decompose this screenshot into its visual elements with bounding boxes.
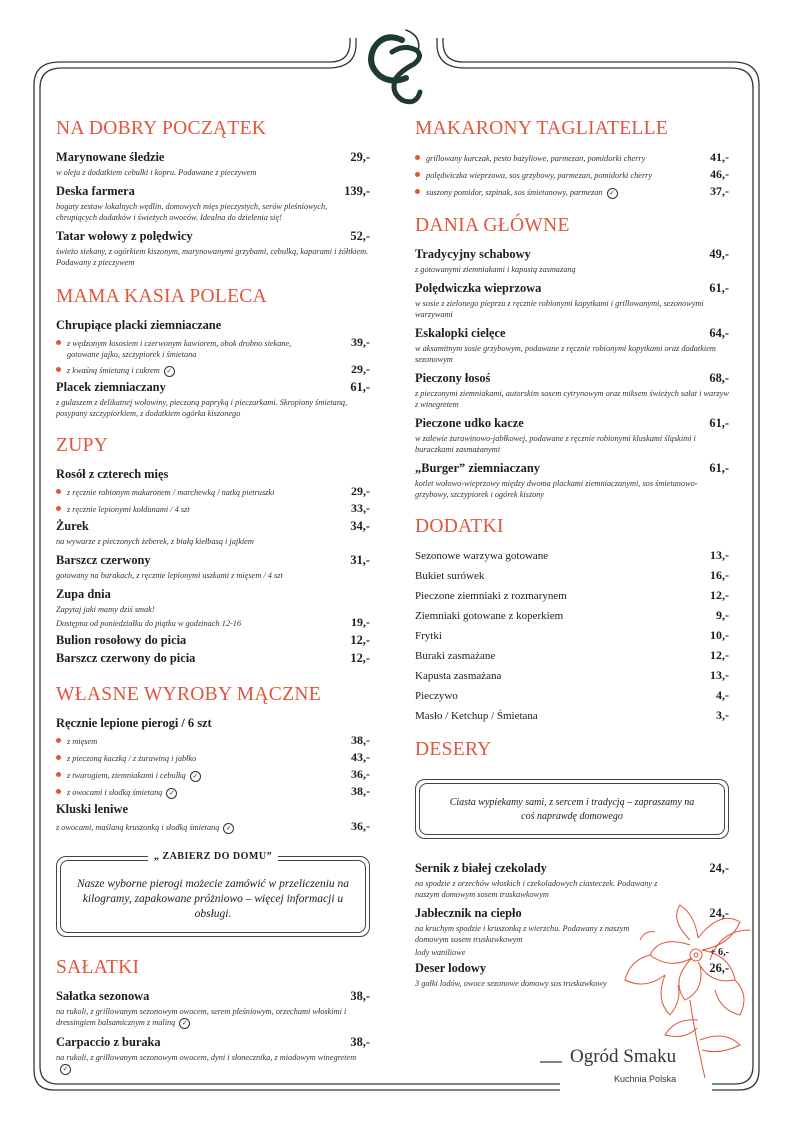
item-price: 12,- — [350, 651, 370, 665]
item-name: Tradycyjny schabowy — [415, 247, 531, 261]
left-column — [56, 118, 370, 1081]
notice-title: „ ZABIERZ DO DOMU” — [148, 849, 278, 864]
item-variant — [415, 150, 729, 165]
menu-item — [415, 961, 729, 989]
item-price: 24,- — [709, 906, 729, 920]
bullet-icon — [56, 489, 61, 494]
menu-item — [56, 802, 370, 834]
variant-text: suszony pomidor, szpinak, sos śmietanowy, parmezan — [426, 188, 603, 197]
variant-price: 29,- — [351, 362, 370, 376]
side-price: 10,- — [710, 628, 729, 642]
item-price: 61,- — [709, 416, 729, 430]
section-title-pasta: MAKARONY TAGLIATELLE — [415, 118, 669, 139]
variant-price: 39,- — [351, 335, 370, 349]
side-row — [415, 548, 729, 563]
item-variant — [56, 767, 370, 782]
item-variant — [56, 750, 370, 765]
item-price: 61,- — [709, 281, 729, 295]
item-price: 31,- — [350, 553, 370, 567]
item-extra — [415, 947, 729, 958]
item-desc: na spodzie z orzechów włoskich i czekoladowych ciasteczek. Podawany z naszym domowym sosem truskawkowym — [415, 879, 658, 899]
section-title-salads: SAŁATKI — [56, 957, 140, 978]
item-desc: z gotowanymi ziemniakami i kapustą zasmażaną — [415, 265, 576, 274]
section-title-dough: WŁASNE WYROBY MĄCZNE — [56, 684, 321, 705]
menu-item — [415, 326, 729, 365]
item-name: Barszcz czerwony — [56, 553, 151, 567]
item-price: 52,- — [350, 229, 370, 243]
right-column — [415, 118, 729, 995]
menu-item — [56, 150, 370, 178]
item-desc: Zapytaj jaki mamy dziś smak! — [56, 605, 155, 614]
item-variant — [56, 784, 370, 799]
item-price: 12,- — [350, 633, 370, 647]
item-variant — [56, 484, 370, 499]
side-row — [415, 688, 729, 703]
item-name: Deser lodowy — [415, 961, 487, 975]
variant-price: 37,- — [710, 184, 729, 198]
variant-text: z twarogiem, ziemniakami i cebulką — [67, 771, 186, 780]
desserts-notice — [415, 779, 729, 839]
side-name: Buraki zasmażane — [415, 650, 496, 662]
vegetarian-icon: ✓ — [223, 823, 234, 834]
item-variant — [56, 819, 370, 834]
side-row — [415, 608, 729, 623]
variant-text: grillowany kurczak, pesto bazyliowe, parmezan, pomidorki cherry — [426, 154, 646, 163]
side-price: 12,- — [710, 648, 729, 662]
vegetarian-icon: ✓ — [179, 1018, 190, 1029]
side-name: Masło / Ketchup / Śmietana — [415, 710, 538, 722]
menu-item — [56, 587, 370, 630]
variant-price: 36,- — [351, 767, 370, 781]
side-name: Pieczone ziemniaki z rozmarynem — [415, 590, 567, 602]
section-title-soups: ZUPY — [56, 435, 109, 456]
item-name: Kluski leniwe — [56, 802, 128, 816]
item-price: 68,- — [709, 371, 729, 385]
menu-item — [415, 247, 729, 275]
variant-price: 36,- — [351, 819, 370, 833]
vegetarian-icon: ✓ — [166, 788, 177, 799]
menu-item — [56, 716, 370, 799]
side-price: 3,- — [716, 708, 729, 722]
item-name: Deska farmera — [56, 184, 135, 198]
side-name: Bukiet surówek — [415, 570, 485, 582]
side-name: Kapusta zasmażana — [415, 670, 502, 682]
item-desc: w aksamitnym sosie grzybowym, podawane z ręcznie robionymi kopytkami oraz dodatkiem sezonowym — [415, 344, 716, 364]
item-desc: 3 gałki lodów, owoce sezonowe domowy sos truskawkowy — [415, 979, 607, 988]
item-variant — [415, 167, 729, 182]
side-row — [415, 648, 729, 663]
side-price: 16,- — [710, 568, 729, 582]
side-row — [415, 628, 729, 643]
section-title-sides: DODATKI — [415, 516, 504, 537]
item-variant — [56, 362, 370, 377]
variant-text: polędwiczka wieprzowa, sos grzybowy, parmezan, pomidorki cherry — [426, 171, 653, 180]
bullet-icon — [415, 172, 420, 177]
side-name: Pieczywo — [415, 690, 458, 702]
extra-price: + 6,- — [709, 947, 729, 958]
side-name: Sezonowe warzywa gotowane — [415, 550, 549, 562]
item-variant — [56, 615, 370, 630]
item-price: 34,- — [350, 519, 370, 533]
section-title-desserts: DESERY — [415, 739, 492, 760]
vegetarian-icon: ✓ — [190, 771, 201, 782]
menu-item — [415, 281, 729, 320]
item-name: Placek ziemniaczany — [56, 380, 166, 394]
side-price: 12,- — [710, 588, 729, 602]
item-name: Rosół z czterech mięs — [56, 467, 169, 481]
item-price: 24,- — [709, 861, 729, 875]
side-row — [415, 588, 729, 603]
item-name: Pieczone udko kacze — [415, 416, 524, 430]
item-name: Tatar wołowy z polędwicy — [56, 229, 193, 243]
item-desc: w oleju z dodatkiem cebulki i kopru. Podawane z pieczywem — [56, 168, 257, 177]
menu-item — [56, 633, 370, 648]
item-variant — [56, 501, 370, 516]
item-price: 29,- — [350, 150, 370, 164]
item-name: Polędwiczka wieprzowa — [415, 281, 542, 295]
vegetarian-icon: ✓ — [164, 366, 175, 377]
menu-item — [56, 651, 370, 666]
item-desc-text: na rukoli, z grillowanym sezonowym owocem, serem pleśniowym, orzechami włoskimi i dressingiem balsamicznym z maliną — [56, 1007, 347, 1027]
menu-item — [56, 1035, 370, 1075]
section-title-mains: DANIA GŁÓWNE — [415, 215, 570, 236]
bullet-icon — [56, 789, 61, 794]
menu-item — [415, 461, 729, 500]
brand-name: Ogród Smaku — [570, 1046, 677, 1067]
vegetarian-icon: ✓ — [607, 188, 618, 199]
variant-price: 41,- — [710, 150, 729, 164]
item-name: Sernik z białej czekolady — [415, 861, 547, 875]
item-price: 61,- — [350, 380, 370, 394]
side-price: 13,- — [710, 548, 729, 562]
section-title-mama: MAMA KASIA POLECA — [56, 286, 267, 307]
variant-text: z wędzonym łososiem i czerwonym kawiorem, obok drobno siekane, gotowane jajko, szczypiorek i śmietana — [67, 339, 292, 359]
item-desc — [56, 1006, 370, 1029]
item-name: Sałatka sezonowa — [56, 989, 150, 1003]
item-name: Carpaccio z buraka — [56, 1035, 161, 1049]
notice-text: Ciasta wypiekamy sami, z sercem i tradycją – zapraszamy na coś naprawdę domowego — [449, 797, 695, 822]
takeaway-notice — [56, 851, 370, 937]
brand-footer — [570, 1046, 676, 1084]
menu-item — [415, 371, 729, 410]
side-row — [415, 568, 729, 583]
item-desc: w sosie z zielonego pieprzu z ręcznie robionymi kopytkami i grillowanymi, sezonowymi warzywami — [415, 299, 704, 319]
item-name: Chrupiące placki ziemniaczane — [56, 318, 222, 332]
item-price: 38,- — [350, 1035, 370, 1049]
item-desc: gotowany na burakach, z ręcznie lepionymi uszkami z mięsem / 4 szt — [56, 571, 283, 580]
variant-price: 46,- — [710, 167, 729, 181]
variant-text: Dostępna od poniedziałku do piątku w godzinach 12-16 — [56, 619, 242, 628]
variant-price: 38,- — [351, 733, 370, 747]
menu-item — [56, 519, 370, 547]
section-title-start: NA DOBRY POCZĄTEK — [56, 118, 267, 139]
item-variant — [415, 184, 729, 199]
item-desc: w zalewie żurawinowo-jabłkowej, podawane z ręcznie robionymi kluskami śląskimi i buraczkami zasmażanymi — [415, 434, 696, 454]
item-name: Pieczony łosoś — [415, 371, 491, 385]
menu-item — [56, 184, 370, 223]
item-desc: z gulaszem z delikatnej wołowiny, pieczoną papryką i pieczarkami. Skropiony śmietaną, posypany szczypiorkiem, z dodatkiem ogórka kiszonego — [56, 398, 348, 418]
side-row — [415, 668, 729, 683]
item-name: Ręcznie lepione pierogi / 6 szt — [56, 716, 212, 730]
bullet-icon — [56, 340, 61, 345]
item-name: Bulion rosołowy do picia — [56, 633, 187, 647]
item-price: 64,- — [709, 326, 729, 340]
variant-price: 33,- — [351, 501, 370, 515]
item-variant — [56, 335, 370, 360]
vegetarian-icon: ✓ — [60, 1064, 71, 1075]
item-name: Barszcz czerwony do picia — [56, 651, 196, 665]
variant-text: z owocami i słodką śmietaną — [67, 788, 163, 797]
side-price: 9,- — [716, 608, 729, 622]
menu-item — [56, 229, 370, 268]
item-name: Eskalopki cielęce — [415, 326, 506, 340]
item-price: 49,- — [709, 247, 729, 261]
item-name: Marynowane śledzie — [56, 150, 165, 164]
item-price: 139,- — [344, 184, 370, 198]
item-desc — [56, 1052, 370, 1075]
item-desc-text: na rukoli, z grillowanym sezonowym owocem, dyni i słonecznika, z miodowym winegretem — [56, 1053, 357, 1062]
item-name: „Burger” ziemniaczany — [415, 461, 540, 475]
item-price: 26,- — [709, 961, 729, 975]
extra-text: lody waniliowe — [415, 948, 466, 957]
bullet-icon — [56, 755, 61, 760]
item-name: Żurek — [56, 519, 89, 533]
variant-price: 38,- — [351, 784, 370, 798]
variant-price: 19,- — [351, 615, 370, 629]
variant-price: 43,- — [351, 750, 370, 764]
item-desc: kotlet wołowo-wieprzowy między dwoma plackami ziemniaczanymi, sos śmietanowo-grzybowy, szczypiorek i ogórek kiszony — [415, 479, 698, 499]
side-price: 4,- — [716, 688, 729, 702]
variant-price: 29,- — [351, 484, 370, 498]
variant-text: z kwaśną śmietaną i cukrem — [67, 366, 160, 375]
bullet-icon — [415, 189, 420, 194]
variant-text: z pieczoną kaczką / z żurawiną i jabłko — [67, 754, 197, 763]
side-name: Frytki — [415, 630, 442, 642]
menu-item — [56, 380, 370, 419]
bullet-icon — [56, 738, 61, 743]
menu-item — [415, 906, 729, 958]
item-name: Jabłecznik na ciepło — [415, 906, 522, 920]
brand-subtitle: Kuchnia Polska — [614, 1074, 677, 1084]
variant-text: z ręcznie lepionymi kołdunami / 4 szt — [67, 505, 190, 514]
menu-item — [415, 861, 729, 900]
bullet-icon — [56, 506, 61, 511]
side-row — [415, 708, 729, 723]
item-desc: na wywarze z pieczonych żeberek, z białą kiełbasą i jajkiem — [56, 537, 254, 546]
bullet-icon — [415, 155, 420, 160]
item-desc: bogaty zestaw lokalnych wędlin, domowych mięs pieczystych, serów pleśniowych, chrupiących dodatków i świeżych owoców. Idealna do dzielenia się! — [56, 202, 328, 222]
item-price: 61,- — [709, 461, 729, 475]
side-name: Ziemniaki gotowane z koperkiem — [415, 610, 564, 622]
item-name: Zupa dnia — [56, 587, 111, 601]
variant-text: z ręcznie robionym makaronem / marchewką / natką pietruszki — [67, 488, 275, 497]
menu-item — [56, 318, 370, 377]
variant-text: z owocami, maślaną kruszonką i słodką śmietaną — [56, 823, 220, 832]
notice-text: Nasze wyborne pierogi możecie zamówić w przeliczeniu na kilogramy, zapakowane próżniowo – więcej informacji u obsługi. — [76, 878, 350, 920]
side-price: 13,- — [710, 668, 729, 682]
item-price: 38,- — [350, 989, 370, 1003]
item-desc: świeżo siekany, z ogórkiem kiszonym, marynowanymi grzybami, cebulką, kaparami i żółtkiem. Podawany z pieczywem — [56, 247, 369, 267]
menu-item — [56, 989, 370, 1029]
menu-item — [415, 416, 729, 455]
item-desc: z pieczonymi ziemniakami, autorskim sosem cytrynowym oraz miksem świeżych sałat i warzyw z winegretem — [415, 389, 729, 409]
notice-border — [419, 783, 725, 835]
item-variant — [56, 733, 370, 748]
variant-text: z mięsem — [67, 737, 98, 746]
item-desc: na kruchym spodzie i kruszonką z wierzchu. Podawany z naszym domowym sosem truskawkowym — [415, 924, 630, 944]
menu-item — [56, 553, 370, 581]
logo-icon — [362, 22, 432, 108]
menu-item — [56, 467, 370, 516]
bullet-icon — [56, 772, 61, 777]
bullet-icon — [56, 367, 61, 372]
